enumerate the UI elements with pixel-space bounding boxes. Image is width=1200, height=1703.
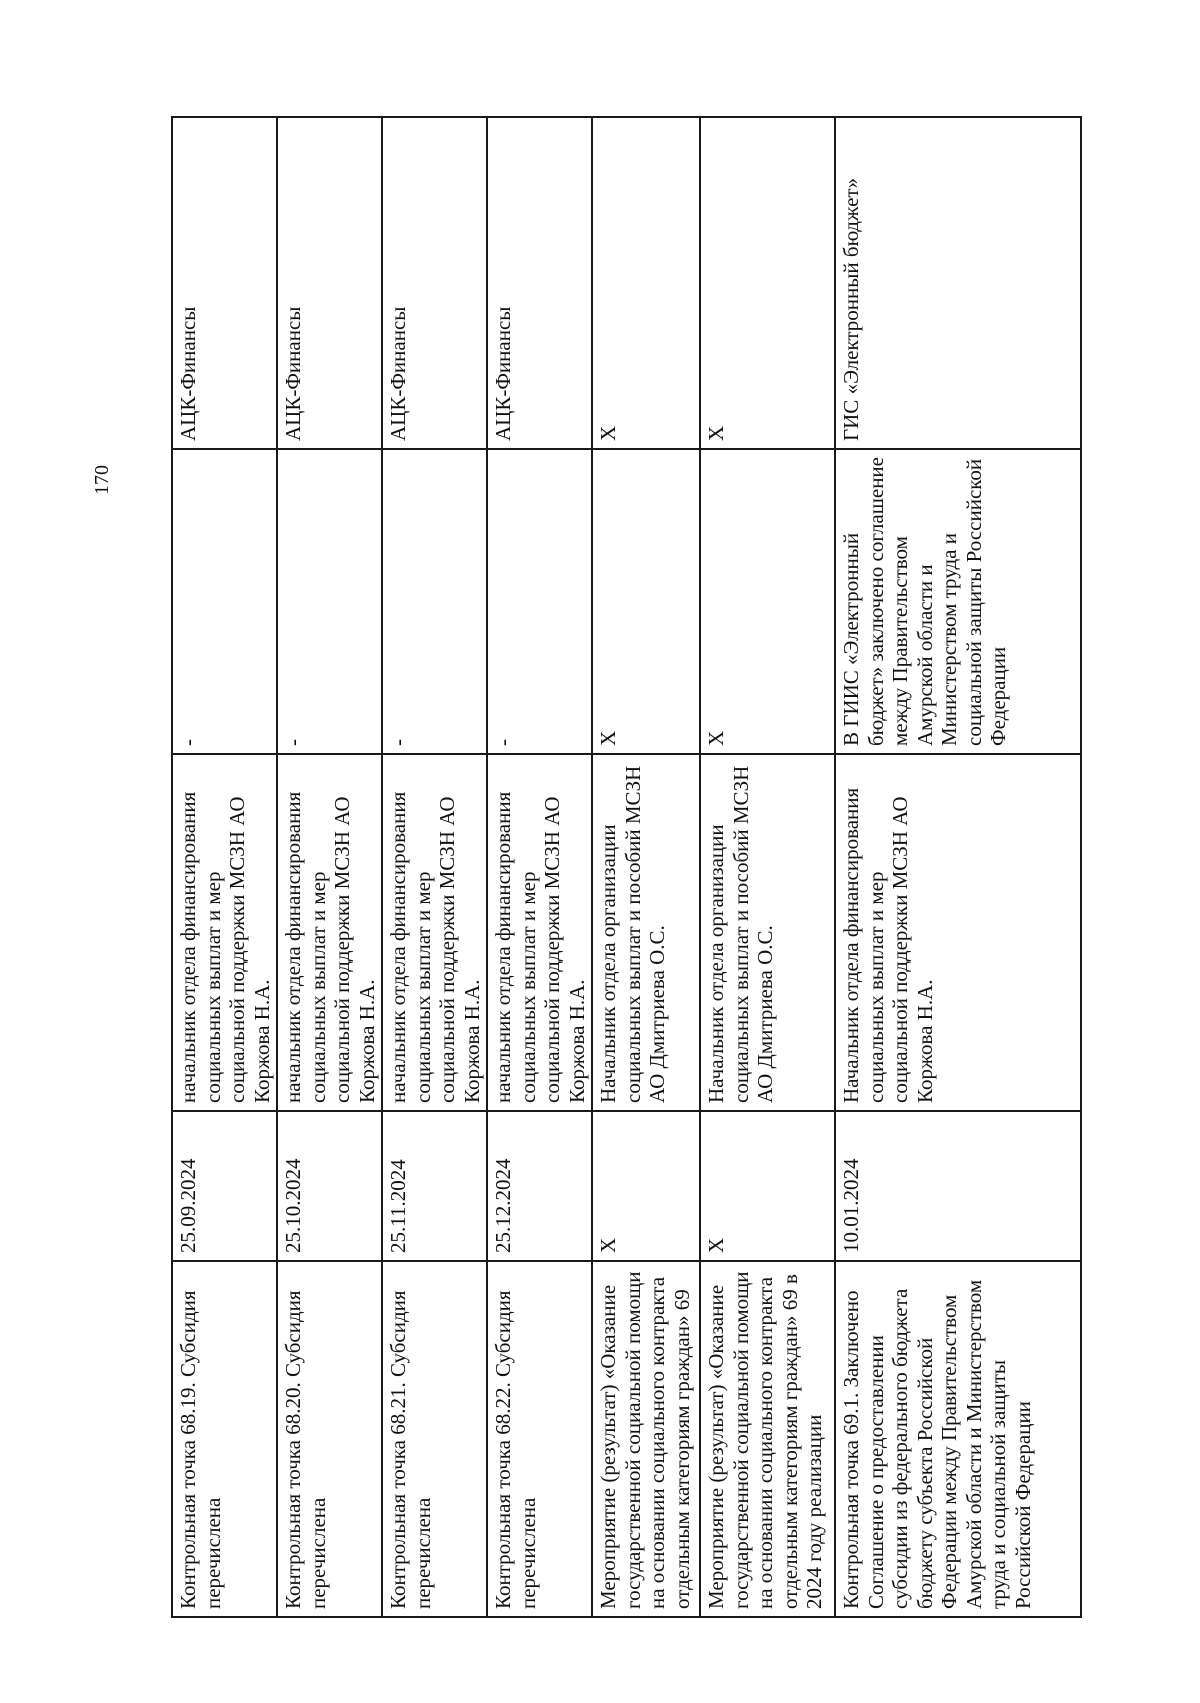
date-cell: X xyxy=(700,1111,835,1261)
document-cell: X xyxy=(592,449,700,754)
rotated-table-container xyxy=(171,118,1082,1618)
document-cell: В ГИИС «Электронный бюджет» заключено соглашение между Правительством Амурской области и Министерством труда и социальной защиты Российской Федерации xyxy=(835,449,1081,754)
responsible-cell: начальник отдела финансирования социальных выплат и мер социальной поддержки МСЗН АО Коржова Н.А. xyxy=(172,754,277,1111)
info-system-cell: ГИС «Электронный бюджет» xyxy=(835,117,1081,449)
table-row xyxy=(835,117,1081,1617)
control-points-table xyxy=(171,116,1082,1618)
responsible-cell: начальник отдела финансирования социальных выплат и мер социальной поддержки МСЗН АО Коржова Н.А. xyxy=(487,754,592,1111)
responsible-cell: Начальник отдела организации социальных выплат и пособий МСЗН АО Дмитриева О.С. xyxy=(592,754,700,1111)
table-row xyxy=(592,117,700,1617)
table-row xyxy=(487,117,592,1617)
document-cell: X xyxy=(700,449,835,754)
document-cell: - xyxy=(277,449,382,754)
event-cell: Контрольная точка 69.1. Заключено Соглашение о предоставлении субсидии из федерального бюджета бюджету субъекта Российской Федерации между Правительством Амурской области и Министерством труда и социальной защиты Российской Федерации xyxy=(835,1261,1081,1617)
responsible-cell: начальник отдела финансирования социальных выплат и мер социальной поддержки МСЗН АО Коржова Н.А. xyxy=(277,754,382,1111)
date-cell: 25.11.2024 xyxy=(382,1111,487,1261)
event-cell: Контрольная точка 68.21. Субсидия перечислена xyxy=(382,1261,487,1617)
document-cell: - xyxy=(487,449,592,754)
info-system-cell: АЦК-Финансы xyxy=(487,117,592,449)
info-system-cell: АЦК-Финансы xyxy=(277,117,382,449)
event-cell: Мероприятие (результат) «Оказание государственной социальной помощи на основании социального контракта отдельным категориям граждан» 69 xyxy=(592,1261,700,1617)
date-cell: X xyxy=(592,1111,700,1261)
date-cell: 25.12.2024 xyxy=(487,1111,592,1261)
table-row xyxy=(277,117,382,1617)
page-number: 170 xyxy=(91,465,113,495)
info-system-cell: АЦК-Финансы xyxy=(172,117,277,449)
table-row xyxy=(172,117,277,1617)
table-row xyxy=(382,117,487,1617)
event-cell: Контрольная точка 68.22. Субсидия перечислена xyxy=(487,1261,592,1617)
info-system-cell: АЦК-Финансы xyxy=(382,117,487,449)
date-cell: 25.09.2024 xyxy=(172,1111,277,1261)
table-row xyxy=(700,117,835,1617)
responsible-cell: Начальник отдела организации социальных выплат и пособий МСЗН АО Дмитриева О.С. xyxy=(700,754,835,1111)
date-cell: 25.10.2024 xyxy=(277,1111,382,1261)
date-cell: 10.01.2024 xyxy=(835,1111,1081,1261)
event-cell: Контрольная точка 68.19. Субсидия перечислена xyxy=(172,1261,277,1617)
info-system-cell: X xyxy=(592,117,700,449)
responsible-cell: Начальник отдела финансирования социальных выплат и мер социальной поддержки МСЗН АО Коржова Н.А. xyxy=(835,754,1081,1111)
event-cell: Мероприятие (результат) «Оказание государственной социальной помощи на основании социального контракта отдельным категориям граждан» 69 в 2024 году реализации xyxy=(700,1261,835,1617)
control-points-table-region xyxy=(171,118,1082,1618)
document-cell: - xyxy=(382,449,487,754)
responsible-cell: начальник отдела финансирования социальных выплат и мер социальной поддержки МСЗН АО Коржова Н.А. xyxy=(382,754,487,1111)
document-cell: - xyxy=(172,449,277,754)
info-system-cell: X xyxy=(700,117,835,449)
event-cell: Контрольная точка 68.20. Субсидия перечислена xyxy=(277,1261,382,1617)
